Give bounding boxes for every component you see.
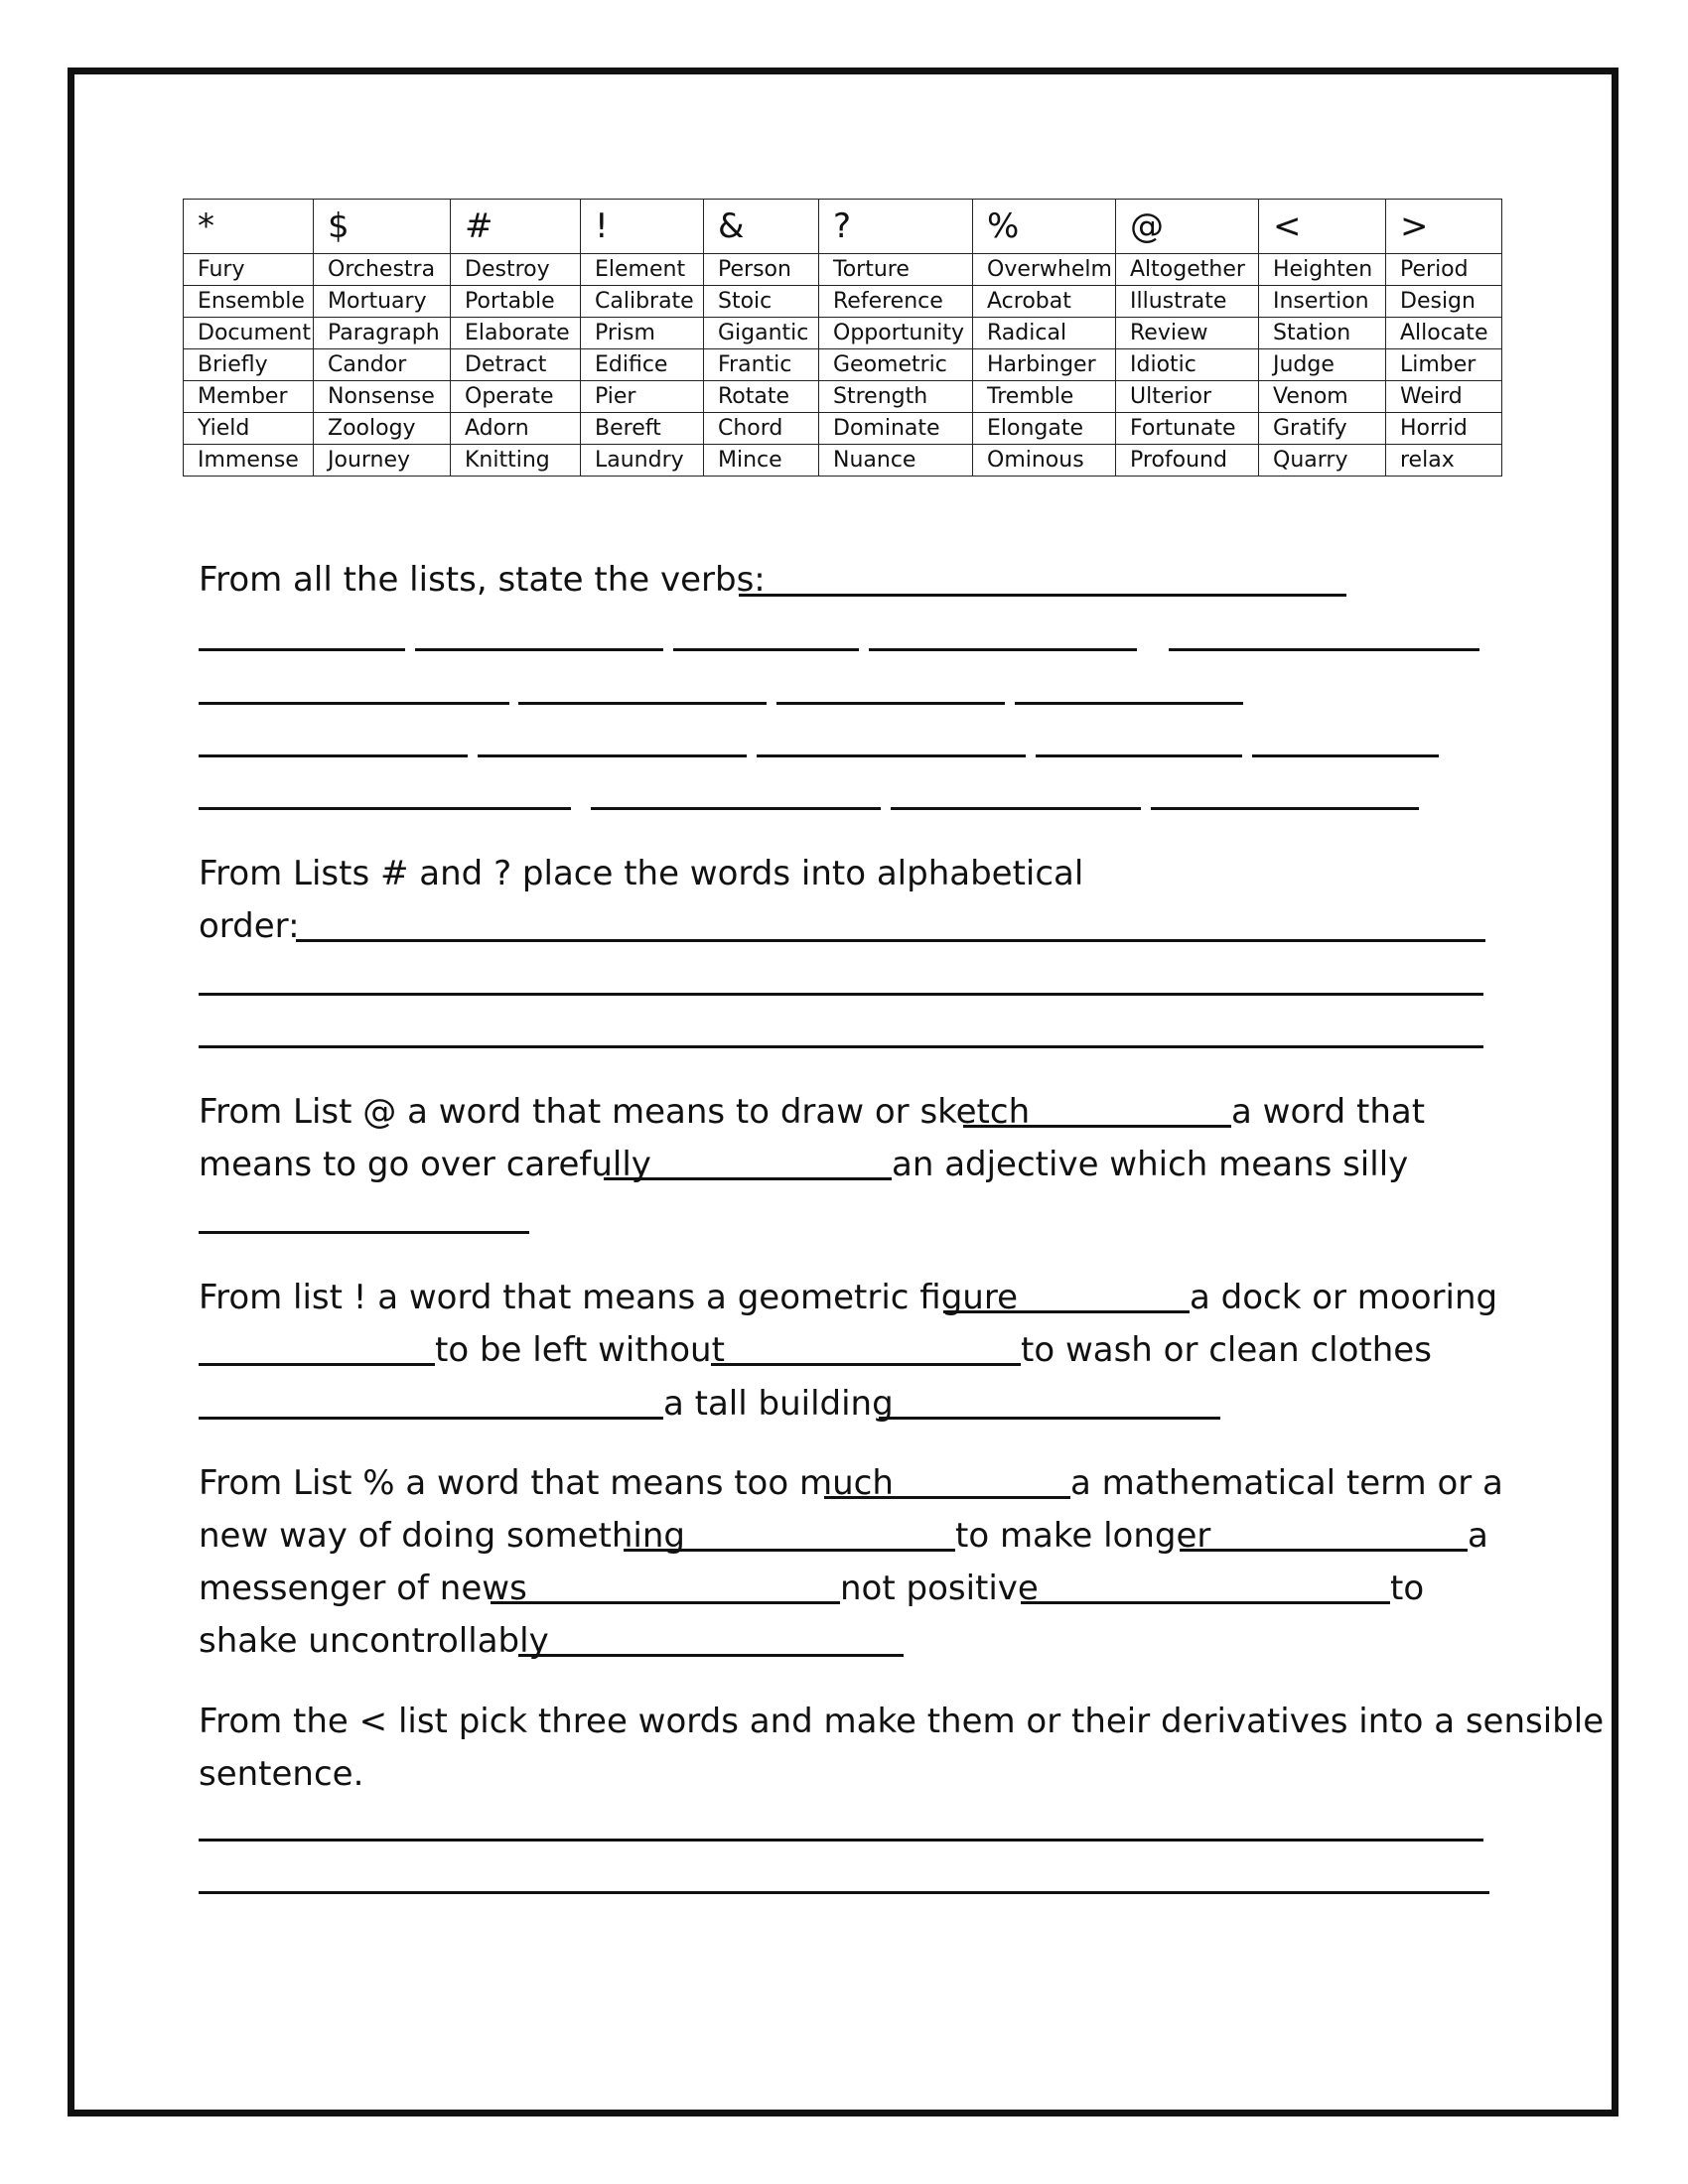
table-cell: Destroy	[451, 254, 581, 286]
answer-line[interactable]	[199, 1891, 1489, 1894]
table-cell: Horrid	[1386, 413, 1502, 445]
q2-line2: order:	[199, 906, 300, 946]
table-cell: Limber	[1386, 349, 1502, 381]
table-cell: Station	[1259, 318, 1386, 349]
table-cell: Ulterior	[1116, 381, 1259, 413]
column-header: %	[973, 200, 1116, 254]
q3-part3: means to go over carefully	[199, 1145, 651, 1184]
table-cell: Insertion	[1259, 286, 1386, 318]
table-cell: Mince	[704, 445, 819, 477]
table-cell: Paragraph	[314, 318, 451, 349]
table-cell: Calibrate	[581, 286, 704, 318]
table-cell: Portable	[451, 286, 581, 318]
table-row	[184, 381, 1502, 413]
table-body	[184, 254, 1502, 477]
q5-part7: not positive	[840, 1569, 1039, 1608]
table-cell: Quarry	[1259, 445, 1386, 477]
table-row	[184, 254, 1502, 286]
answer-line[interactable]	[1252, 754, 1439, 757]
answer-line[interactable]	[199, 993, 1483, 996]
q6-line1: From the < list pick three words and make them or their derivatives into a sensible	[199, 1702, 1605, 1741]
answer-line[interactable]	[1015, 702, 1243, 705]
answer-line[interactable]	[1169, 648, 1479, 651]
answer-line[interactable]	[199, 648, 405, 651]
answer-line[interactable]	[824, 1496, 1070, 1499]
table-cell: Strength	[819, 381, 973, 413]
table-row	[184, 413, 1502, 445]
column-header: !	[581, 200, 704, 254]
answer-line[interactable]	[199, 1231, 529, 1234]
table-cell: Journey	[314, 445, 451, 477]
table-cell: Zoology	[314, 413, 451, 445]
table-row	[184, 286, 1502, 318]
table-cell: Nonsense	[314, 381, 451, 413]
table-cell: relax	[1386, 445, 1502, 477]
answer-line[interactable]	[199, 807, 571, 810]
table-cell: Profound	[1116, 445, 1259, 477]
answer-line[interactable]	[199, 1417, 663, 1420]
answer-line[interactable]	[1180, 1549, 1468, 1552]
table-cell: Torture	[819, 254, 973, 286]
column-header: &	[704, 200, 819, 254]
q5-part6: messenger of news	[199, 1569, 527, 1608]
table-row	[184, 349, 1502, 381]
table-cell: Bereft	[581, 413, 704, 445]
q3-part4: an adjective which means silly	[892, 1145, 1409, 1184]
table-cell: Ensemble	[184, 286, 314, 318]
table-row	[184, 318, 1502, 349]
answer-line[interactable]	[869, 648, 1137, 651]
table-cell: Gigantic	[704, 318, 819, 349]
table-cell: Knitting	[451, 445, 581, 477]
table-cell: Immense	[184, 445, 314, 477]
table-cell: Edifice	[581, 349, 704, 381]
table-cell: Adorn	[451, 413, 581, 445]
answer-line[interactable]	[491, 1601, 840, 1604]
table-cell: Harbinger	[973, 349, 1116, 381]
table-cell: Elongate	[973, 413, 1116, 445]
table-cell: Radical	[973, 318, 1116, 349]
q5-part4: to make longer	[955, 1516, 1211, 1556]
table-cell: Detract	[451, 349, 581, 381]
table-cell: Operate	[451, 381, 581, 413]
table-cell: Heighten	[1259, 254, 1386, 286]
word-lists-table	[183, 199, 1502, 477]
table-cell: Geometric	[819, 349, 973, 381]
table-cell: Weird	[1386, 381, 1502, 413]
table-cell: Laundry	[581, 445, 704, 477]
answer-line[interactable]	[478, 754, 747, 757]
column-header: *	[184, 200, 314, 254]
q1-prompt: From all the lists, state the verbs:	[199, 560, 766, 600]
q3-part2: a word that	[1231, 1092, 1426, 1132]
table-cell: Design	[1386, 286, 1502, 318]
column-header: <	[1259, 200, 1386, 254]
q5-part9: shake uncontrollably	[199, 1621, 549, 1661]
q4-part2: a dock or mooring	[1190, 1278, 1498, 1317]
answer-line[interactable]	[199, 1363, 435, 1366]
table-cell: Candor	[314, 349, 451, 381]
table-cell: Fury	[184, 254, 314, 286]
table-cell: Prism	[581, 318, 704, 349]
table-cell: Mortuary	[314, 286, 451, 318]
table-cell: Venom	[1259, 381, 1386, 413]
answer-line[interactable]	[1036, 754, 1242, 757]
answer-line[interactable]	[604, 1177, 892, 1180]
table-cell: Reference	[819, 286, 973, 318]
table-cell: Review	[1116, 318, 1259, 349]
column-header: $	[314, 200, 451, 254]
q4-part4: to wash or clean clothes	[1021, 1330, 1432, 1370]
table-cell: Acrobat	[973, 286, 1116, 318]
table-cell: Overwhelm	[973, 254, 1116, 286]
table-cell: Period	[1386, 254, 1502, 286]
table-cell: Dominate	[819, 413, 973, 445]
answer-line[interactable]	[739, 594, 1346, 597]
answer-line[interactable]	[199, 1045, 1483, 1048]
q5-part5: a	[1468, 1516, 1488, 1556]
table-cell: Element	[581, 254, 704, 286]
q6-line2: sentence.	[199, 1754, 364, 1794]
table-cell: Ominous	[973, 445, 1116, 477]
table-cell: Gratify	[1259, 413, 1386, 445]
table-cell: Judge	[1259, 349, 1386, 381]
answer-line[interactable]	[711, 1363, 1021, 1366]
q3-part1: From List @ a word that means to draw or sketch	[199, 1092, 1031, 1132]
q4-part5: a tall building	[663, 1384, 894, 1424]
table-cell: Nuance	[819, 445, 973, 477]
answer-line[interactable]	[624, 1549, 955, 1552]
q5-part2: a mathematical term or a	[1070, 1463, 1503, 1503]
table-cell: Member	[184, 381, 314, 413]
table-cell: Yield	[184, 413, 314, 445]
answer-line[interactable]	[199, 754, 468, 757]
table-cell: Rotate	[704, 381, 819, 413]
column-header: @	[1116, 200, 1259, 254]
q4-part1: From list ! a word that means a geometric figure	[199, 1278, 1018, 1317]
table-cell: Stoic	[704, 286, 819, 318]
q4-part3: to be left without	[435, 1330, 725, 1370]
table-cell: Opportunity	[819, 318, 973, 349]
answer-line[interactable]	[757, 754, 1026, 757]
answer-line[interactable]	[199, 1839, 1483, 1842]
table-cell: Elaborate	[451, 318, 581, 349]
q5-part1: From List % a word that means too much	[199, 1463, 894, 1503]
table-cell: Altogether	[1116, 254, 1259, 286]
answer-line[interactable]	[199, 702, 509, 705]
answer-line[interactable]	[891, 807, 1141, 810]
answer-line[interactable]	[879, 1417, 1220, 1420]
table-cell: Frantic	[704, 349, 819, 381]
table-cell: Pier	[581, 381, 704, 413]
q5-part3: new way of doing something	[199, 1516, 686, 1556]
table-cell: Person	[704, 254, 819, 286]
table-cell: Briefly	[184, 349, 314, 381]
table-cell: Orchestra	[314, 254, 451, 286]
table-cell: Illustrate	[1116, 286, 1259, 318]
answer-line[interactable]	[776, 702, 1005, 705]
table-cell: Chord	[704, 413, 819, 445]
answer-line[interactable]	[415, 648, 663, 651]
column-header: #	[451, 200, 581, 254]
answer-line[interactable]	[963, 1125, 1231, 1128]
answer-line[interactable]	[296, 939, 1485, 942]
table-cell: Idiotic	[1116, 349, 1259, 381]
answer-line[interactable]	[943, 1310, 1190, 1313]
table-cell: Document	[184, 318, 314, 349]
answer-line[interactable]	[518, 702, 767, 705]
answer-line[interactable]	[591, 807, 881, 810]
answer-line[interactable]	[1151, 807, 1419, 810]
answer-line[interactable]	[518, 1654, 904, 1657]
table-cell: Allocate	[1386, 318, 1502, 349]
column-header: ?	[819, 200, 973, 254]
column-header: >	[1386, 200, 1502, 254]
table-cell: Tremble	[973, 381, 1116, 413]
table-header-row	[184, 200, 1502, 254]
table-row	[184, 445, 1502, 477]
q2-line1: From Lists # and ? place the words into alphabetical	[199, 854, 1084, 893]
answer-line[interactable]	[1021, 1601, 1390, 1604]
table-cell: Fortunate	[1116, 413, 1259, 445]
answer-line[interactable]	[673, 648, 859, 651]
q5-part8: to	[1390, 1569, 1425, 1608]
